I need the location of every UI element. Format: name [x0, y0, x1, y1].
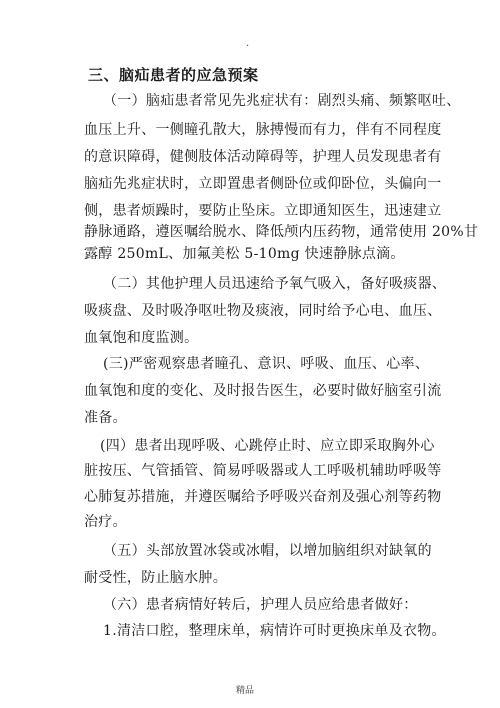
- body-line: 治疗。: [84, 514, 127, 530]
- body-line: 静脉通路，遵医嘱给脱水、降低颅内压药物，通常使用 20%甘: [84, 224, 479, 240]
- body-line: 脏按压、气管插管、简易呼吸器或人工呼吸机辅助呼吸等: [84, 463, 442, 479]
- body-line: 血压上升、一侧瞳孔散大，脉搏慢而有力，伴有不同程度: [84, 122, 442, 138]
- body-line: （六）患者病情好转后，护理人员应给患者做好：: [103, 597, 418, 613]
- body-line: 的意识障碍，健侧肢体活动障碍等，护理人员发现患者有: [84, 149, 442, 165]
- body-line: 吸痰盘、及时吸净呕吐物及痰液，同时给予心电、血压、: [84, 303, 442, 319]
- body-line: 血氧饱和度监测。: [84, 330, 199, 346]
- page-dot: .: [246, 38, 250, 49]
- body-line: 露醇 250mL、加氟美松 5-10mg 快速静脉点滴。: [84, 246, 405, 262]
- body-line: 1.清洁口腔，整理床单，病情许可时更换床单及衣物。: [103, 623, 446, 639]
- body-line: 心肺复苏措施，并遵医嘱给予呼吸兴奋剂及强心剂等药物: [84, 489, 442, 505]
- body-line: 准备。: [84, 410, 127, 426]
- body-line: 耐受性，防止脑水肿。: [84, 570, 227, 586]
- body-line: （一）脑疝患者常见先兆症状有：剧烈头痛、频繁呕吐、: [103, 93, 461, 109]
- body-line: (四）患者出现呼吸、心跳停止时、应立即采取胸外心: [100, 438, 435, 454]
- body-line: （二）其他护理人员迅速给予氧气吸入，备好吸痰器、: [103, 276, 447, 292]
- body-line: （五）头部放置冰袋或冰帽，以增加脑组织对缺氧的: [103, 543, 432, 559]
- body-line: 侧，患者烦躁时，要防止坠床。立即通知医生，迅速建立: [84, 203, 442, 219]
- body-line: 脑疝先兆症状时，立即置患者侧卧位或仰卧位，头偏向一: [84, 176, 442, 192]
- section-title: 三、脑疝患者的应急预案: [88, 66, 259, 84]
- page-footer: 精品: [236, 686, 255, 696]
- body-line: (三)严密观察患者瞳孔、意识、呼吸、血压、心率、: [103, 356, 430, 372]
- body-line: 血氧饱和度的变化、及时报告医生，必要时做好脑室引流: [84, 383, 442, 399]
